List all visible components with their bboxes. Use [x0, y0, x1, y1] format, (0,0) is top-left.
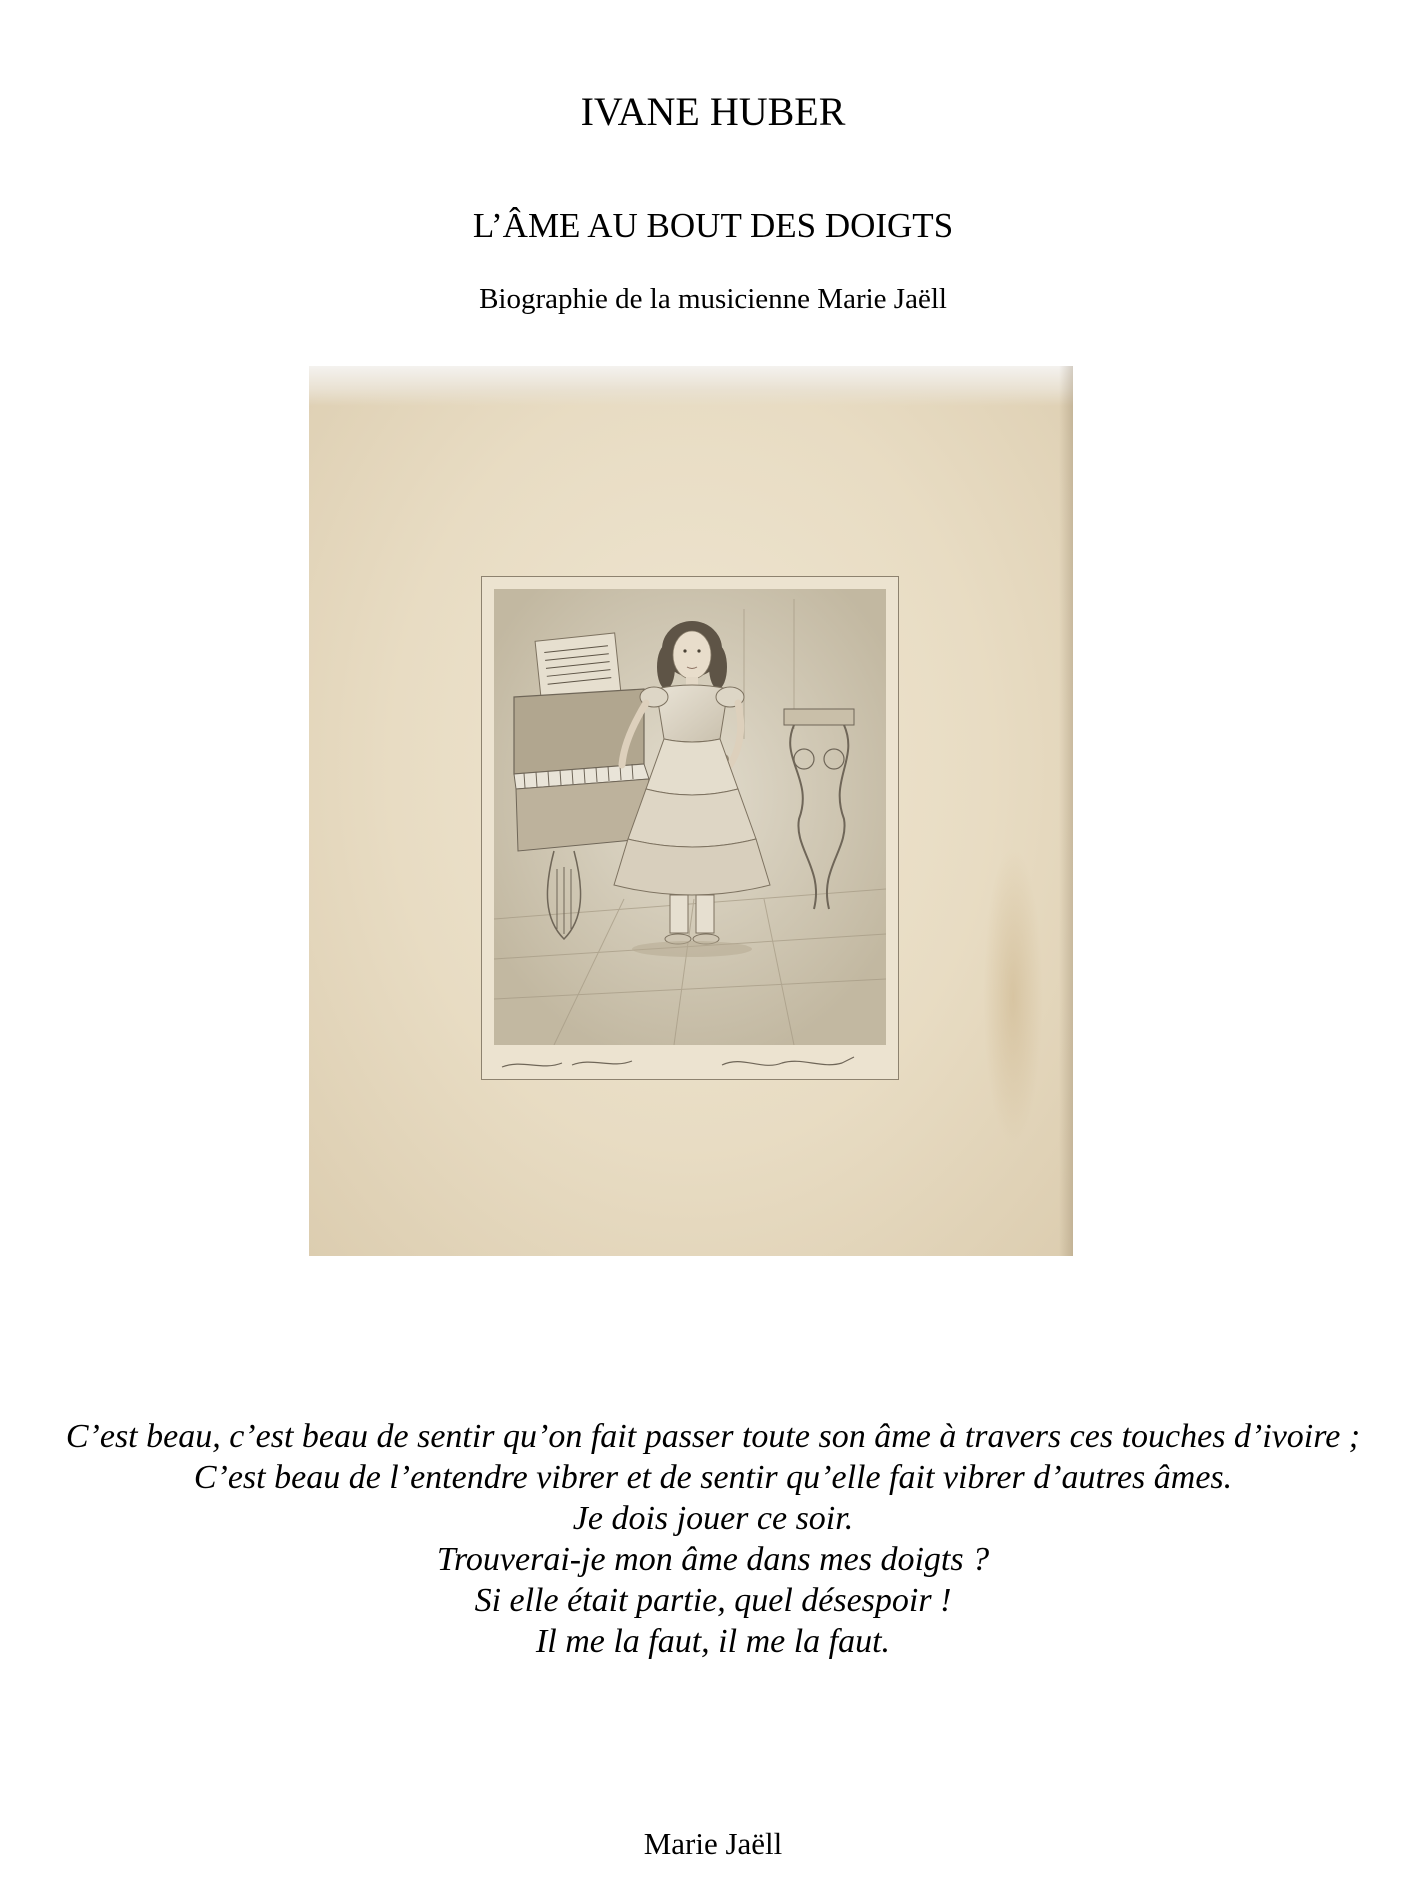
quote-line: Trouverai-je mon âme dans mes doigts ? — [436, 1541, 990, 1578]
girl-at-piano-drawing — [494, 589, 886, 1045]
book-title: L’ÂME AU BOUT DES DOIGTS — [472, 206, 954, 245]
quote-line: Je dois jouer ce soir. — [572, 1500, 854, 1537]
portrait-engraving — [494, 589, 886, 1045]
quote-attribution: Marie Jaëll — [643, 1826, 783, 1861]
plate-stain — [983, 846, 1043, 1146]
portrait-plate — [309, 366, 1073, 1256]
engraver-signature — [482, 1045, 898, 1079]
plate-edge — [1059, 366, 1073, 1256]
quote-line: Si elle était partie, quel désespoir ! — [474, 1582, 952, 1619]
book-author: IVANE HUBER — [580, 89, 846, 134]
book-subtitle: Biographie de la musicienne Marie Jaëll — [479, 283, 947, 315]
quote-line: C’est beau, c’est beau de sentir qu’on fait passer toute son âme à travers ces touches d’ivoire ; — [65, 1418, 1361, 1455]
quote-line: Il me la faut, il me la faut. — [535, 1623, 891, 1660]
plate-fold — [309, 366, 1073, 406]
engraving-frame — [481, 576, 899, 1080]
quote-line: C’est beau de l’entendre vibrer et de sentir qu’elle fait vibrer d’autres âmes. — [193, 1459, 1233, 1496]
epigraph-quote — [60, 1416, 1366, 1662]
